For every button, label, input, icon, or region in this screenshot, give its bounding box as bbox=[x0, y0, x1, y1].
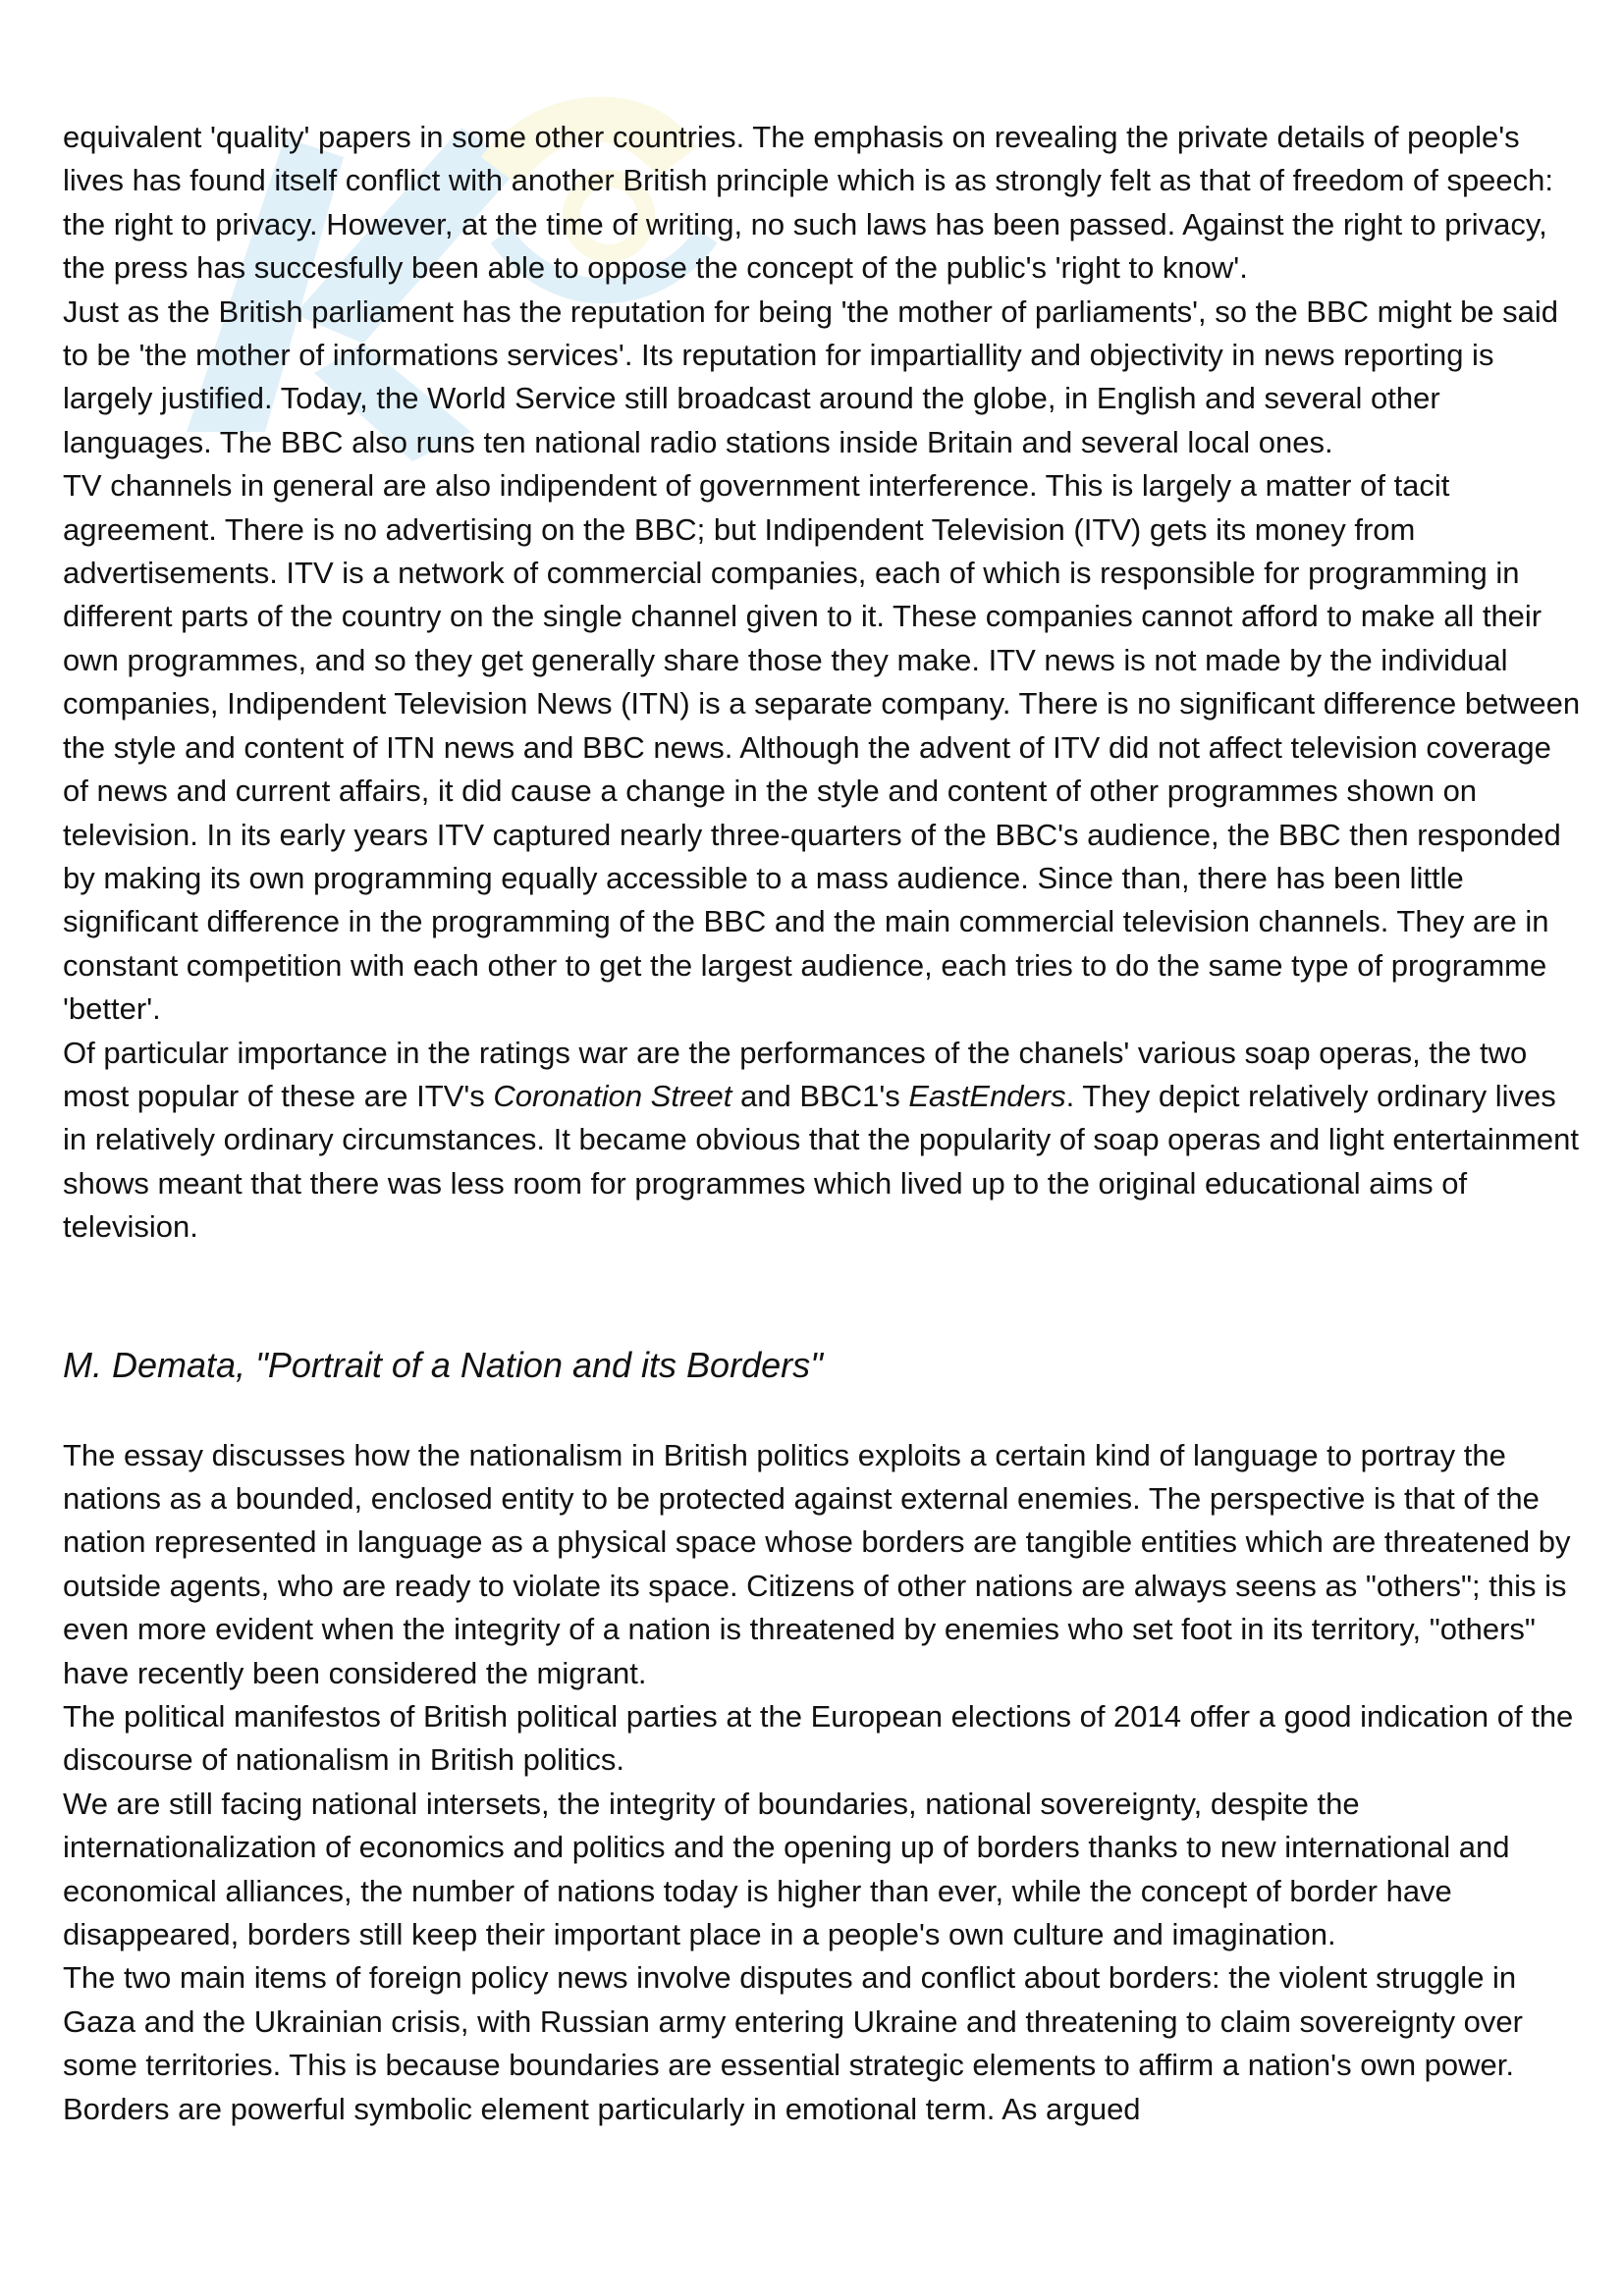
paragraph-national-interests: We are still facing national intersets, the integrity of boundaries, national sovereignty, despite the internationalization of economics and politics and the opening up of borders thanks to new international and economical alliances, the number of nations today is higher than ever, while the concept of border have disappeared, borders still keep their important place in a people's own culture and imagination. bbox=[63, 1786, 1510, 1952]
paragraph-foreign-policy: The two main items of foreign policy news involve disputes and conflict about borders: the violent struggle in Gaza and the Ukrainian crisis, with Russian army entering Ukraine and threatening to claim sovereignty over some territories. This is because boundaries are essential strategic elements to affirm a nation's own power. Borders are powerful symbolic element particularly in emotional term. As argued bbox=[63, 1960, 1523, 2126]
paragraph-bbc-reputation: Just as the British parliament has the reputation for being 'the mother of parliaments', so the BBC might be said to be 'the mother of informations services'. Its reputation for impartiallity and objectivity in news reporting is largely justified. Today, the World Service still broadcast around the globe, in English and several other languages. The BBC also runs ten national radio stations inside Britain and several local ones. bbox=[63, 294, 1559, 459]
section-title: M. Demata, "Portrait of a Nation and its Borders" bbox=[63, 1344, 823, 1385]
paragraph-soap-operas bbox=[63, 1032, 1585, 1250]
soap-text-part3: . They depict relatively ordinary lives in relatively ordinary circumstances. It became obvious that the popularity of soap operas and light entertainment shows meant that there was less room for programmes which lived up to the original educational aims of television. bbox=[63, 1078, 1579, 1245]
soap-text-part1: Of particular importance in the ratings war are the performances of the chanels' various soap operas, the two most popular of these are ITV's bbox=[63, 1035, 1528, 1113]
section-spacer bbox=[63, 1387, 1585, 1434]
soap-text-part2: and BBC1's bbox=[731, 1078, 909, 1113]
paragraph-tv-channels: TV channels in general are also indipendent of government interference. This is largely a matter of tacit agreement. There is no advertising on the BBC; but Indipendent Television (ITV) gets its money from advertisements. ITV is a network of commercial companies, each of which is responsible for programming in different parts of the country on the single channel given to it. These companies cannot afford to make all their own programmes, and so they get generally share those they make. ITV news is not made by the individual companies, Indipendent Television News (ITN) is a separate company. There is no significant difference between the style and content of ITN news and BBC news. Although the advent of ITV did not affect television coverage of news and current affairs, it did cause a change in the style and content of other programmes shown on television. In its early years ITV captured nearly three-quarters of the BBC's audience, the BBC then responded by making its own programming equally accessible to a mass audience. Since than, there has been little significant difference in the programming of the BBC and the main commercial television channels. They are in constant competition with each other to get the largest audience, each tries to do the same type of programme 'better'. bbox=[63, 468, 1581, 1027]
document-content bbox=[63, 116, 1585, 2131]
soap-title-coronation-street: Coronation Street bbox=[493, 1078, 732, 1113]
paragraph-privacy: equivalent 'quality' papers in some other countries. The emphasis on revealing the private details of people's lives has found itself conflict with another British principle which is as strongly felt as that of freedom of speech: the right to privacy. However, at the time of writing, no such laws has been passed. Against the right to privacy, the press has succesfully been able to oppose the concept of the public's 'right to know'. bbox=[63, 120, 1554, 286]
paragraph-manifestos: The political manifestos of British political parties at the European elections of 2014 offer a good indication of the discourse of nationalism in British politics. bbox=[63, 1699, 1574, 1778]
paragraph-essay-summary: The essay discusses how the nationalism in British politics exploits a certain kind of language to portray the nations as a bounded, enclosed entity to be protected against external enemies. The perspective is that of the nation represented in language as a physical space whose borders are tangible entities which are threatened by outside agents, who are ready to violate its space. Citizens of other nations are always seens as "others"; this is even more evident when the integrity of a nation is threatened by enemies who set foot in its territory, "others" have recently been considered the migrant. bbox=[63, 1437, 1571, 1690]
section-spacer bbox=[63, 1250, 1585, 1344]
soap-title-eastenders: EastEnders bbox=[908, 1078, 1066, 1113]
